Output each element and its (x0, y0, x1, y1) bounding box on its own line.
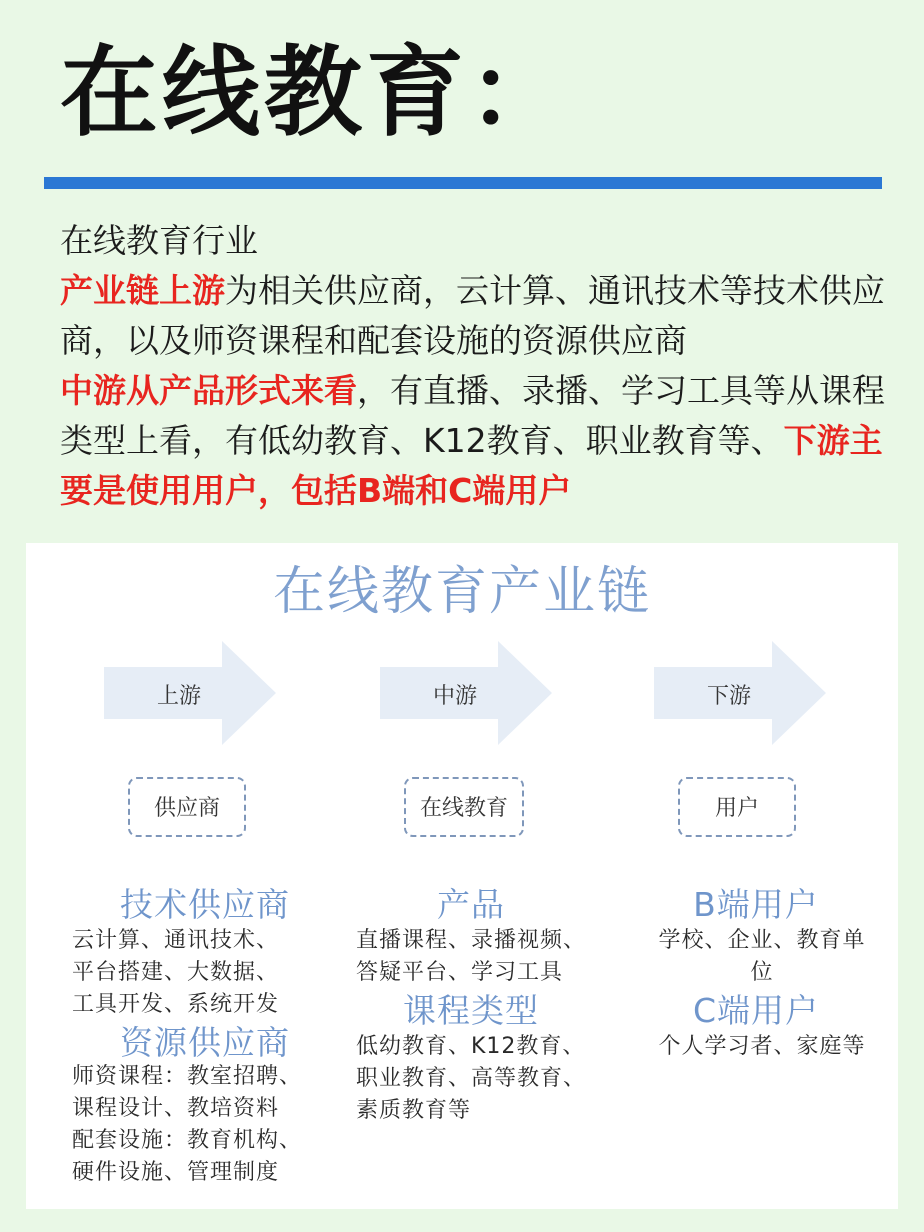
c-end-users-title: C端用户 (692, 991, 820, 1030)
downstream-arrow-label: 下游 (706, 684, 751, 709)
list-line: 平台搭建、大数据、 (72, 960, 280, 985)
intro-upstream (60, 266, 900, 366)
product-title: 产品 (437, 885, 505, 924)
midstream-text: ，有直播、录播、学习工具等从课程类型上看，有低幼教育、K12教育、职业教育等、 (60, 371, 885, 460)
midstream-box: 在线教育 (404, 777, 524, 837)
intro-line-1: 在线教育行业 (60, 221, 258, 260)
upstream-arrow-label: 上游 (156, 684, 201, 709)
b-end-users-title: B端用户 (693, 885, 819, 924)
course-type-text (356, 1031, 626, 1127)
course-type-title: 课程类型 (403, 991, 539, 1030)
downstream-column (626, 543, 916, 1209)
resource-supplier-title: 资源供应商 (120, 1023, 290, 1062)
midstream-column (346, 543, 636, 1209)
list-line: 位 (750, 960, 774, 985)
diagram-title: 在线教育产业链 (272, 562, 651, 622)
tech-supplier-text (72, 925, 342, 1021)
list-line: 课程设计、教培资料 (72, 1096, 280, 1121)
intro-mid-downstream (60, 366, 900, 516)
list-line: 个人学习者、家庭等 (658, 1034, 866, 1059)
intro-text (60, 216, 900, 516)
list-line: 硬件设施、管理制度 (72, 1160, 280, 1185)
midstream-arrow-label: 中游 (432, 684, 477, 709)
c-end-users-text (642, 1031, 882, 1063)
b-end-users-text (642, 925, 882, 989)
upstream-highlight: 产业链上游 (60, 271, 225, 310)
product-text (356, 925, 626, 989)
list-line: 答疑平台、学习工具 (356, 960, 564, 985)
list-line: 素质教育等 (356, 1098, 472, 1123)
list-line: 工具开发、系统开发 (72, 992, 280, 1017)
downstream-box: 用户 (678, 777, 796, 837)
upstream-column (60, 543, 350, 1209)
midstream-highlight: 中游从产品形式来看 (60, 371, 357, 410)
list-line: 直播课程、录播视频、 (356, 928, 587, 953)
list-line: 配套设施：教育机构、 (72, 1128, 303, 1153)
title-divider (44, 177, 882, 189)
list-line: 师资课程：教室招聘、 (72, 1064, 303, 1089)
upstream-text: 为相关供应商，云计算、通讯技术等技术供应商，以及师资课程和配套设施的资源供应商 (60, 271, 885, 360)
upstream-box: 供应商 (128, 777, 246, 837)
list-line: 职业教育、高等教育、 (356, 1066, 587, 1091)
list-line: 学校、企业、教育单 (658, 928, 866, 953)
downstream-highlight: 下游主要是使用用户，包括B端和C端用户 (60, 421, 883, 510)
industry-chain-diagram (26, 543, 898, 1209)
page-title: 在线教育： (60, 36, 571, 150)
resource-supplier-text (72, 1061, 342, 1189)
tech-supplier-title: 技术供应商 (120, 885, 290, 924)
list-line: 低幼教育、K12教育、 (356, 1034, 586, 1059)
list-line: 云计算、通讯技术、 (72, 928, 280, 953)
